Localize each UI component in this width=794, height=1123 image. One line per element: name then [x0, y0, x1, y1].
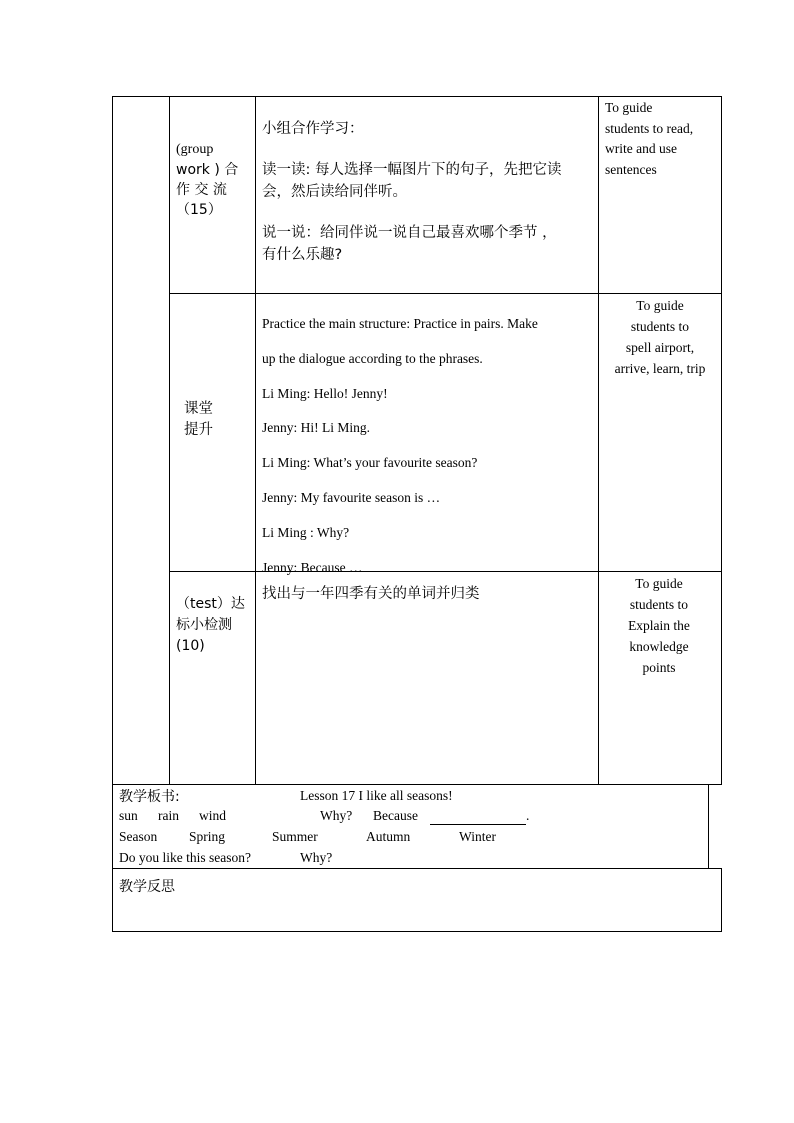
- activity-line: Jenny: Hi! Li Ming.: [262, 420, 370, 436]
- board-question-why: Why?: [300, 850, 333, 865]
- row1-purpose: [605, 98, 719, 180]
- purpose-line: To guide: [636, 298, 684, 313]
- col-divider-1: [169, 96, 170, 785]
- activity-line: 有什么乐趣?: [262, 247, 343, 263]
- row3-purpose: [600, 573, 718, 678]
- activity-line: Li Ming: What’s your favourite season?: [262, 455, 478, 471]
- purpose-line: spell airport,: [625, 340, 695, 355]
- col-divider-2: [255, 96, 256, 785]
- row3-stage-line: （test）达: [176, 596, 245, 612]
- row1-stage-line: (group: [176, 142, 214, 157]
- board-season: Season: [119, 829, 158, 844]
- row1-stage-line: 作 交 流: [176, 182, 227, 198]
- row2-stage: [184, 399, 244, 441]
- activity-line: 找出与一年四季有关的单词并归类: [262, 586, 480, 602]
- row3-stage-line: 标小检测: [176, 617, 232, 633]
- board-label: 教学板书:: [119, 789, 180, 805]
- activity-line: Li Ming: Hello! Jenny!: [262, 385, 388, 401]
- purpose-line: students to: [630, 319, 690, 334]
- row-divider-3: [112, 784, 722, 785]
- purpose-line: knowledge: [629, 639, 689, 654]
- board-border-right: [708, 784, 709, 869]
- purpose-line: write and use: [605, 141, 677, 156]
- activity-line: 读一读: 每人选择一幅图片下的句子，先把它读: [262, 162, 562, 178]
- activity-line: Jenny: My favourite season is …: [262, 489, 441, 505]
- activity-line: up the dialogue according to the phrases.: [262, 350, 483, 366]
- table-border-left: [112, 96, 113, 932]
- row-divider-1: [169, 293, 722, 294]
- row3-activity: [262, 584, 594, 604]
- activity-line: 小组合作学习：: [262, 121, 364, 137]
- row2-purpose: [600, 295, 720, 379]
- col-divider-3: [598, 96, 599, 785]
- row-divider-4: [112, 868, 722, 869]
- board-season: Spring: [189, 829, 226, 844]
- activity-line: Practice the main structure: Practice in pairs. Make: [262, 316, 538, 331]
- board-word: wind: [199, 808, 226, 823]
- board-why: Why?: [320, 808, 353, 823]
- purpose-line: students to read,: [605, 120, 694, 136]
- board-season: Autumn: [366, 829, 411, 844]
- row2-activity: [262, 307, 594, 585]
- row1-stage-line: work ) 合: [176, 162, 239, 178]
- row1-stage-line: （15）: [176, 202, 222, 218]
- row2-stage-line: 课堂: [184, 401, 213, 417]
- row3-stage: [176, 594, 252, 657]
- board-because: Because: [373, 808, 418, 823]
- board-blank-end: .: [526, 808, 530, 823]
- table-border-top: [112, 96, 722, 97]
- reflection-border-right: [721, 868, 722, 932]
- purpose-line: To guide: [605, 100, 653, 115]
- reflection-label: 教学反思: [119, 879, 175, 895]
- board-blank-line: [430, 824, 526, 825]
- row3-stage-line: (10): [176, 638, 205, 654]
- board-season: Summer: [272, 829, 318, 844]
- board-question: Do you like this season?: [119, 850, 251, 865]
- row2-stage-line: 提升: [184, 422, 213, 438]
- purpose-line: To guide: [635, 576, 683, 591]
- purpose-line: sentences: [605, 161, 657, 177]
- activity-line: 说一说：给同伴说一说自己最喜欢哪个季节 ，: [262, 225, 557, 241]
- row1-stage: [176, 140, 250, 220]
- purpose-line: arrive, learn, trip: [614, 361, 706, 376]
- activity-line: Jenny: Because …: [262, 559, 363, 575]
- table-border-bottom: [112, 931, 722, 932]
- row1-activity: [262, 118, 594, 266]
- activity-line: 会，然后读给同伴听。: [262, 184, 407, 200]
- board-word: sun: [119, 808, 138, 823]
- board-season: Winter: [459, 829, 496, 844]
- activity-line: Li Ming : Why?: [262, 524, 350, 540]
- purpose-line: students to: [629, 597, 689, 612]
- purpose-line: Explain the: [628, 618, 690, 633]
- board-title: Lesson 17 I like all seasons!: [300, 788, 453, 803]
- board-word: rain: [158, 808, 179, 823]
- purpose-line: points: [642, 660, 676, 675]
- table-border-right: [721, 96, 722, 785]
